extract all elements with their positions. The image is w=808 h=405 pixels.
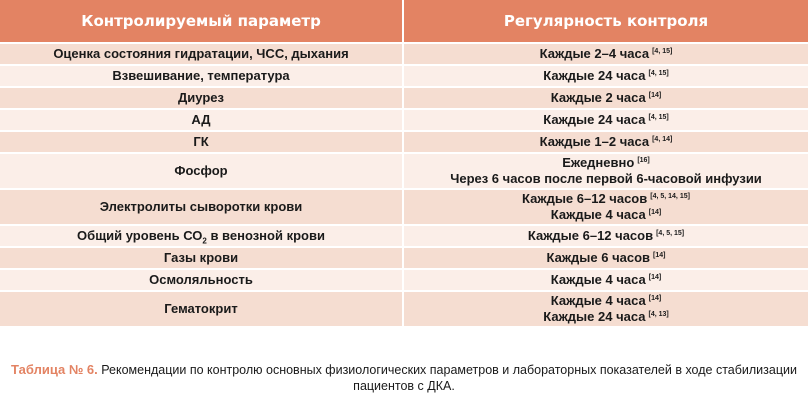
frequency-cell — [403, 247, 808, 269]
parameter-cell — [0, 87, 403, 109]
parameter-text: Общий уровень СО — [77, 228, 203, 243]
parameter-text: Электролиты сыворотки крови — [99, 199, 303, 214]
parameter-text: Взвешивание, температура — [112, 68, 290, 83]
frequency-text: Каждые 1–2 часа — [539, 134, 650, 149]
table-header-row — [0, 0, 808, 43]
table-row — [0, 189, 808, 225]
reference: [14] — [648, 273, 662, 281]
frequency-cell — [403, 189, 808, 225]
header-parameter: Контролируемый параметр — [0, 0, 403, 43]
frequency-line — [408, 171, 804, 187]
frequency-text: Каждые 2 часа — [550, 90, 646, 105]
reference: [14] — [653, 251, 666, 259]
subscript: 2 — [202, 236, 207, 246]
parameter-text-tail: в венозной крови — [206, 228, 325, 243]
frequency-cell — [403, 87, 808, 109]
parameter-cell — [0, 247, 403, 269]
frequency-cell — [403, 131, 808, 153]
parameter-text: ГК — [193, 134, 209, 149]
parameter-text: Гематокрит — [164, 301, 238, 316]
frequency-cell — [403, 153, 808, 189]
frequency-text: Через 6 часов после первой 6-часовой инфузии — [450, 171, 762, 186]
frequency-text: Каждые 4 часа — [550, 207, 646, 222]
frequency-cell — [403, 269, 808, 291]
table-row — [0, 225, 808, 247]
frequency-cell — [403, 43, 808, 65]
frequency-text: Каждые 6–12 часов — [522, 191, 648, 206]
frequency-text: Каждые 4 часа — [550, 293, 646, 308]
parameter-cell — [0, 291, 403, 326]
frequency-text: Каждые 2–4 часа — [539, 46, 650, 61]
frequency-line — [408, 155, 804, 171]
frequency-text: Каждые 24 часа — [543, 309, 646, 324]
parameter-cell — [0, 225, 403, 247]
frequency-text: Каждые 24 часа — [543, 112, 646, 127]
parameter-text: Оценка состояния гидратации, ЧСС, дыхания — [53, 46, 349, 61]
frequency-line — [408, 309, 804, 325]
table-row — [0, 291, 808, 326]
parameter-cell — [0, 269, 403, 291]
reference: [4, 15] — [652, 47, 673, 55]
parameter-text: АД — [191, 112, 211, 127]
parameter-cell — [0, 65, 403, 87]
frequency-line — [408, 191, 804, 207]
frequency-cell — [403, 291, 808, 326]
parameter-cell — [0, 109, 403, 131]
frequency-cell — [403, 109, 808, 131]
table-row — [0, 65, 808, 87]
frequency-text: Каждые 4 часа — [550, 272, 646, 287]
reference: [4, 14] — [652, 135, 673, 143]
parameter-text: Фосфор — [174, 163, 228, 178]
reference: [14] — [648, 208, 662, 216]
reference: [4, 15] — [648, 69, 669, 77]
frequency-text: Каждые 6–12 часов — [527, 228, 654, 243]
caption-label: Таблица № 6. — [11, 362, 98, 377]
parameter-cell — [0, 189, 403, 225]
caption-text: Рекомендации по контролю основных физиологических параметров и лабораторных показателей в ходе стабилизации пациентов с ДКА. — [97, 363, 797, 393]
table-caption — [0, 362, 808, 394]
frequency-text: Каждые 6 часов — [546, 250, 651, 265]
header-frequency: Регулярность контроля — [403, 0, 808, 43]
frequency-cell — [403, 225, 808, 247]
table-row — [0, 153, 808, 189]
table-row — [0, 109, 808, 131]
reference: [4, 15] — [648, 113, 669, 121]
table-row — [0, 131, 808, 153]
frequency-line — [408, 207, 804, 223]
parameter-text: Газы крови — [163, 250, 239, 265]
parameter-text: Осмоляльность — [149, 272, 253, 287]
reference: [14] — [648, 294, 662, 302]
reference: [4, 5, 14, 15] — [650, 192, 690, 200]
reference: [4, 5, 15] — [656, 229, 685, 237]
reference: [14] — [648, 91, 662, 99]
reference: [4, 13] — [648, 310, 669, 318]
frequency-text: Ежедневно — [562, 155, 635, 170]
table-row — [0, 43, 808, 65]
parameter-cell — [0, 131, 403, 153]
frequency-line — [408, 293, 804, 309]
table-row — [0, 247, 808, 269]
frequency-cell — [403, 65, 808, 87]
table-row — [0, 87, 808, 109]
reference: [16] — [637, 156, 650, 164]
frequency-text: Каждые 24 часа — [543, 68, 646, 83]
parameter-text: Диурез — [178, 90, 224, 105]
parameter-cell — [0, 153, 403, 189]
table-row — [0, 269, 808, 291]
parameter-cell — [0, 43, 403, 65]
